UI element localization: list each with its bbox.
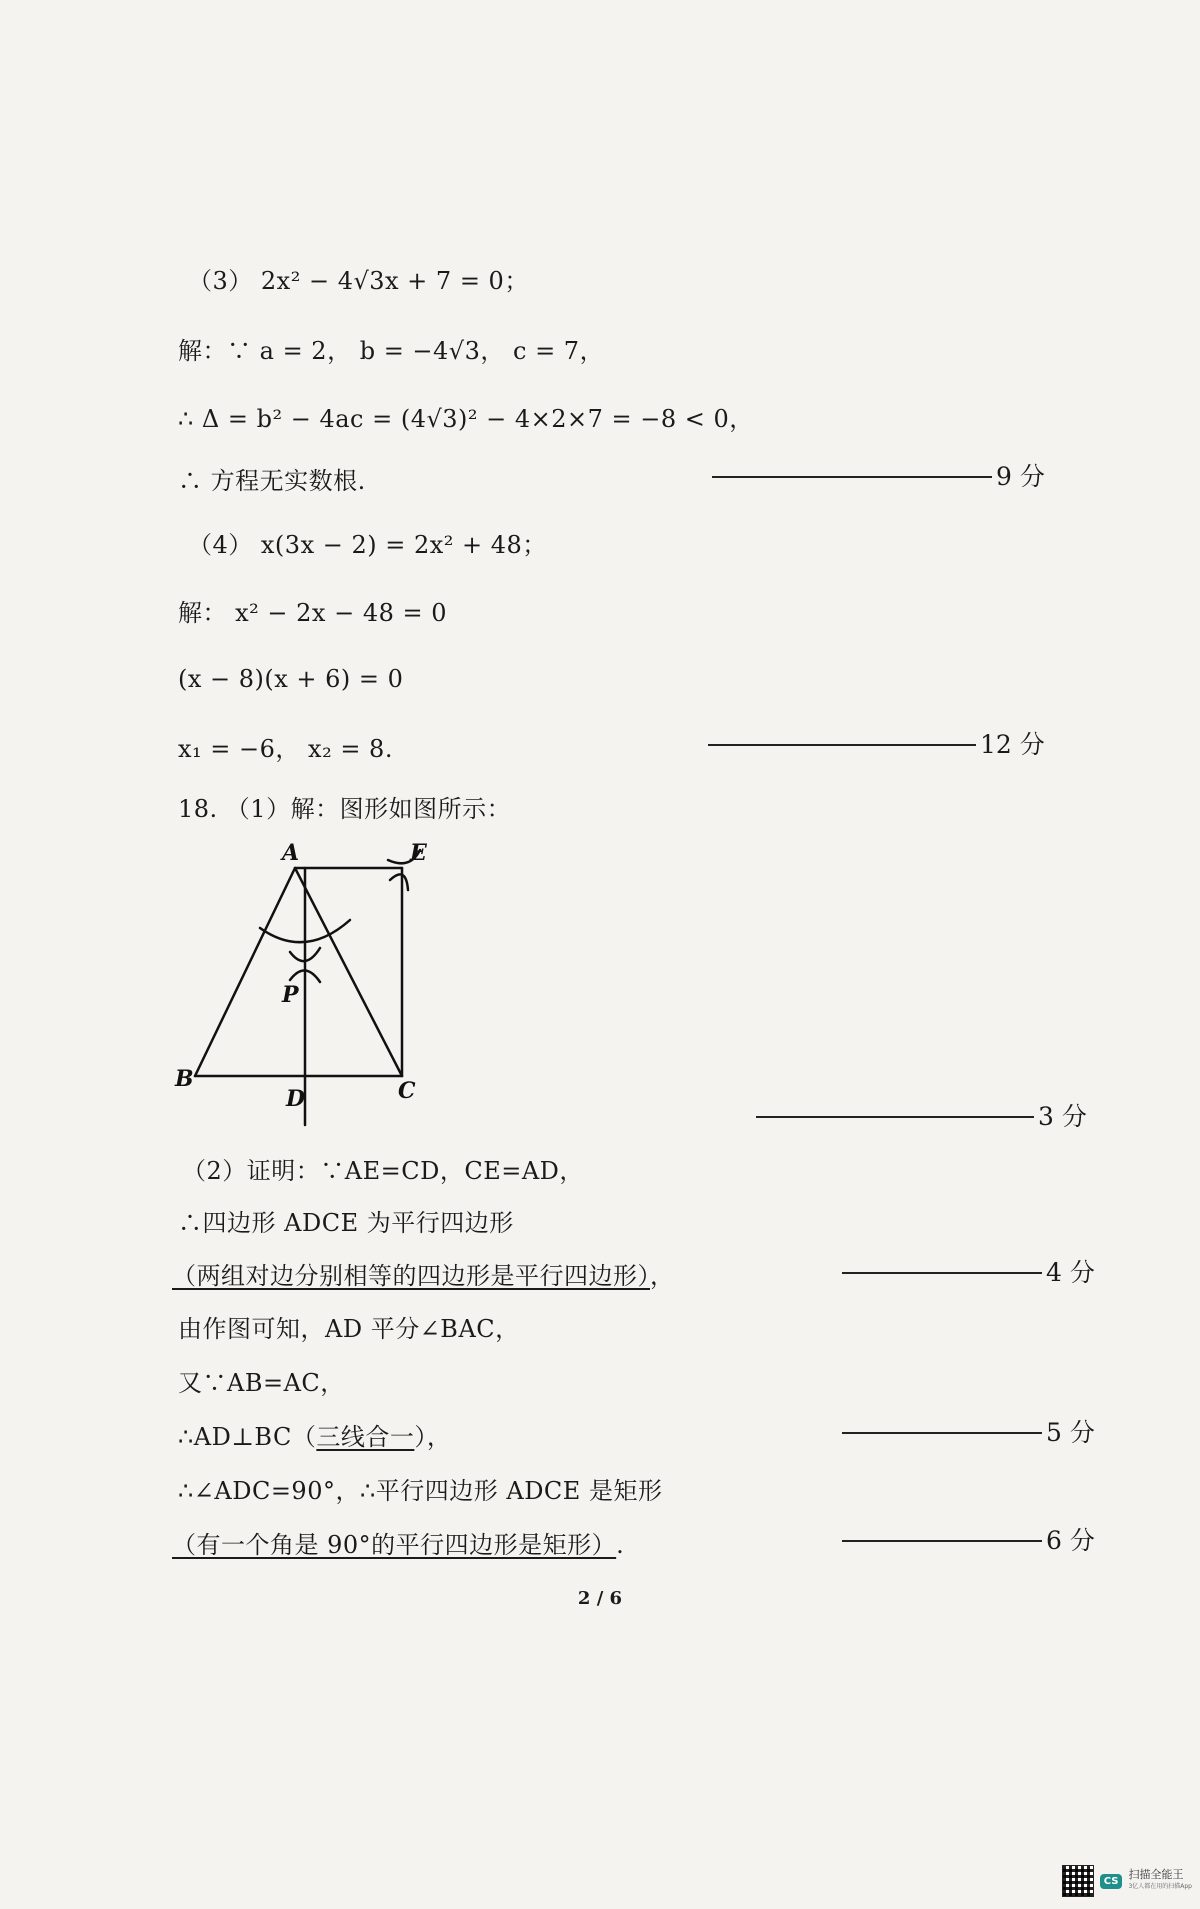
label-C: C — [398, 1078, 416, 1104]
p18-part2-score1-mark — [842, 1258, 1095, 1288]
p18-part1-score: 3 分 — [1038, 1102, 1087, 1131]
score-rule — [712, 476, 992, 478]
p4-solution-line2: (x − 8)(x + 6) = 0 — [178, 665, 404, 693]
p3-score-mark — [712, 462, 1045, 492]
label-E: E — [410, 840, 427, 866]
qr-code-icon — [1062, 1865, 1094, 1897]
p18-part2-line6 — [178, 1422, 451, 1452]
label-P: P — [282, 982, 299, 1008]
score-rule — [708, 744, 976, 746]
p18-part1-score-mark — [756, 1102, 1087, 1132]
p18-part2-score1: 4 分 — [1046, 1258, 1095, 1287]
p3-statement: （3） 2x² − 4√3x + 7 = 0； — [188, 267, 529, 295]
p3-score: 9 分 — [996, 462, 1045, 491]
page-number: 2 / 6 — [577, 1588, 623, 1609]
p18-part2-line4: 由作图可知，AD 平分∠BAC， — [178, 1315, 520, 1343]
score-rule — [842, 1432, 1042, 1434]
p3-solution-line1: 解：∵ a = 2， b = −4√3， c = 7， — [178, 337, 605, 365]
label-B: B — [175, 1066, 194, 1092]
punctuation: ）， — [414, 1423, 452, 1451]
p18-part2-line2: ∴四边形 ADCE 为平行四边形 — [178, 1209, 514, 1237]
p18-part2-line1: （2）证明：∵AE=CD，CE=AD， — [182, 1157, 584, 1185]
camscanner-logo-icon: CS — [1100, 1874, 1123, 1889]
perpendicular-claim: ∴AD⊥BC（ — [178, 1423, 317, 1451]
construction-figure — [170, 840, 450, 1130]
score-rule — [842, 1540, 1042, 1542]
p18-part2-line5: 又∵AB=AC， — [178, 1369, 345, 1397]
p18-part2-score2-mark — [842, 1418, 1095, 1448]
p18-part2-score3: 6 分 — [1046, 1526, 1095, 1555]
scanner-brand — [1128, 1869, 1192, 1893]
p3-solution-line3: ∴ 方程无实数根. — [178, 467, 366, 495]
p4-score: 12 分 — [980, 730, 1045, 759]
theorem-parallelogram: （两组对边分别相等的四边形是平行四边形） — [172, 1262, 650, 1290]
p18-part2-line3 — [172, 1261, 675, 1291]
label-D: D — [286, 1086, 306, 1112]
theorem-three-lines: 三线合一 — [316, 1423, 415, 1451]
scanner-watermark — [1062, 1865, 1192, 1897]
p4-score-mark — [708, 730, 1045, 760]
segment-AB — [195, 868, 295, 1076]
p18-part2-score3-mark — [842, 1526, 1095, 1556]
scanner-app-name: 扫描全能王 — [1128, 1868, 1184, 1881]
score-rule — [756, 1116, 1034, 1118]
scanner-tagline: 3亿人都在用的扫描App — [1128, 1883, 1192, 1890]
p18-part2-line8 — [172, 1530, 624, 1560]
construction-arc-5 — [390, 874, 408, 890]
theorem-rectangle: （有一个角是 90°的平行四边形是矩形） — [172, 1531, 617, 1559]
score-rule — [842, 1272, 1042, 1274]
p4-solution-line1: 解： x² − 2x − 48 = 0 — [178, 599, 447, 627]
p3-solution-line2: ∴ Δ = b² − 4ac = (4√3)² − 4×2×7 = −8 < 0， — [178, 405, 754, 433]
punctuation: . — [616, 1531, 625, 1559]
p18-part2-score2: 5 分 — [1046, 1418, 1095, 1447]
label-A: A — [282, 840, 300, 866]
punctuation: ， — [650, 1262, 675, 1290]
p4-solution-line3: x₁ = −6， x₂ = 8. — [178, 735, 393, 763]
p18-part1-header: 18. （1）解：图形如图所示： — [178, 795, 512, 823]
p4-statement: （4） x(3x − 2) = 2x² + 48； — [188, 531, 547, 559]
p18-part2-line7: ∴∠ADC=90°，∴平行四边形 ADCE 是矩形 — [178, 1477, 663, 1505]
